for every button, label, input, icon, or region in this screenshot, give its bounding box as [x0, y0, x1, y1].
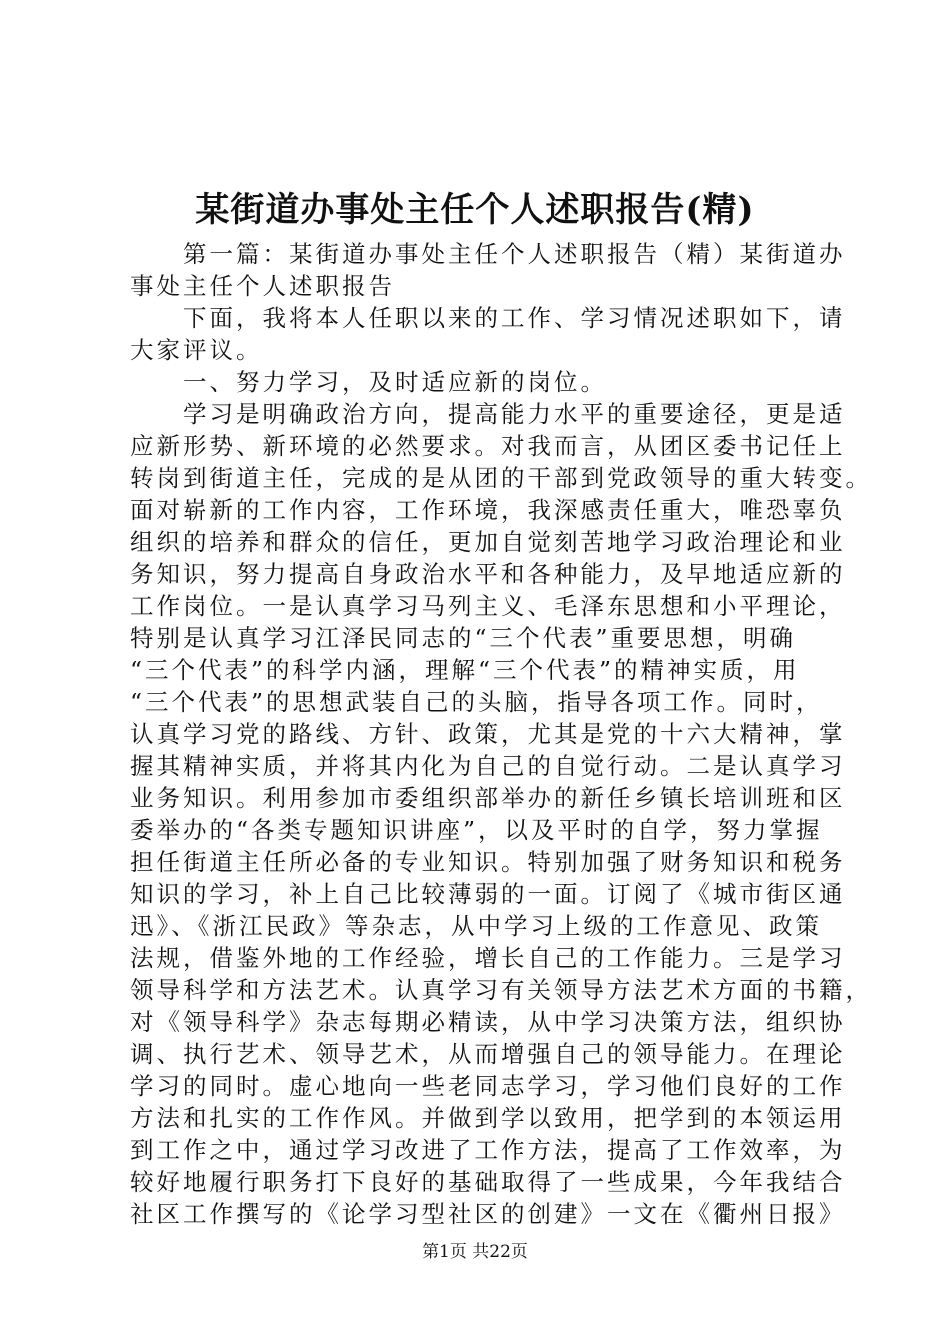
body-line: 认真学习党的路线、方针、政策，尤其是党的十六大精神，掌: [130, 720, 846, 748]
body-line: 迅》、《浙江民政》等杂志，从中学习上级的工作意见、政策: [130, 912, 822, 940]
body-line: 应新形势、新环境的必然要求。对我而言，从团区委书记任上: [130, 432, 846, 460]
body-line: 担任街道主任所必备的专业知识。特别加强了财务知识和税务: [130, 848, 846, 876]
body-line: 知识的学习，补上自己比较薄弱的一面。订阅了《城市街区通: [130, 880, 846, 908]
body-line: 下面，我将本人任职以来的工作、学习情况述职如下，请: [130, 304, 846, 332]
body-line: 学习是明确政治方向，提高能力水平的重要途径，更是适: [130, 400, 846, 428]
body-line: “三个代表”的科学内涵，理解“三个代表”的精神实质，用: [130, 656, 800, 684]
body-line: 业务知识。利用参加市委组织部举办的新任乡镇长培训班和区: [130, 784, 846, 812]
body-line: 工作岗位。一是认真学习马列主义、毛泽东思想和小平理论，: [130, 592, 846, 620]
body-line: 法规，借鉴外地的工作经验，增长自己的工作能力。三是学习: [130, 944, 846, 972]
body-line: 组织的培养和群众的信任，更加自觉刻苦地学习政治理论和业: [130, 528, 846, 556]
body-line: 特别是认真学习江泽民同志的“三个代表”重要思想，明确: [130, 624, 797, 652]
body-line: 较好地履行职务打下良好的基础取得了一些成果，今年我结合: [130, 1168, 846, 1196]
body-line: 社区工作撰写的《论学习型社区的创建》一文在《衢州日报》: [130, 1200, 846, 1228]
body-line: 对《领导科学》杂志每期必精读，从中学习决策方法，组织协: [130, 1008, 846, 1036]
document-title: 某街道办事处主任个人述职报告(精): [195, 190, 755, 230]
body-line: 学习的同时。虚心地向一些老同志学习，学习他们良好的工作: [130, 1072, 846, 1100]
body-line: 事处主任个人述职报告: [130, 272, 395, 300]
page-footer: 第1页 共22页: [422, 1242, 528, 1262]
body-line: “三个代表”的思想武装自己的头脑，指导各项工作。同时，: [130, 688, 823, 716]
body-line: 到工作之中，通过学习改进了工作方法，提高了工作效率，为: [130, 1136, 846, 1164]
body-line: 领导科学和方法艺术。认真学习有关领导方法艺术方面的书籍，: [130, 976, 872, 1004]
body-line: 大家评议。: [130, 336, 263, 364]
body-line: 一、努力学习，及时适应新的岗位。: [130, 368, 607, 396]
body-line: 务知识，努力提高自身政治水平和各种能力，及早地适应新的: [130, 560, 846, 588]
document-body: [130, 238, 872, 1230]
body-line: 面对崭新的工作内容，工作环境，我深感责任重大，唯恐辜负: [130, 496, 846, 524]
body-line: 方法和扎实的工作作风。并做到学以致用，把学到的本领运用: [130, 1104, 846, 1132]
body-line: 委举办的“各类专题知识讲座”，以及平时的自学，努力掌握: [130, 816, 823, 844]
body-line: 调、执行艺术、领导艺术，从而增强自己的领导能力。在理论: [130, 1040, 846, 1068]
body-line: 握其精神实质，并将其内化为自己的自觉行动。二是认真学习: [130, 752, 846, 780]
body-line: 第一篇：某街道办事处主任个人述职报告（精）某街道办: [130, 240, 846, 268]
body-line: 转岗到街道主任，完成的是从团的干部到党政领导的重大转变。: [130, 464, 872, 492]
